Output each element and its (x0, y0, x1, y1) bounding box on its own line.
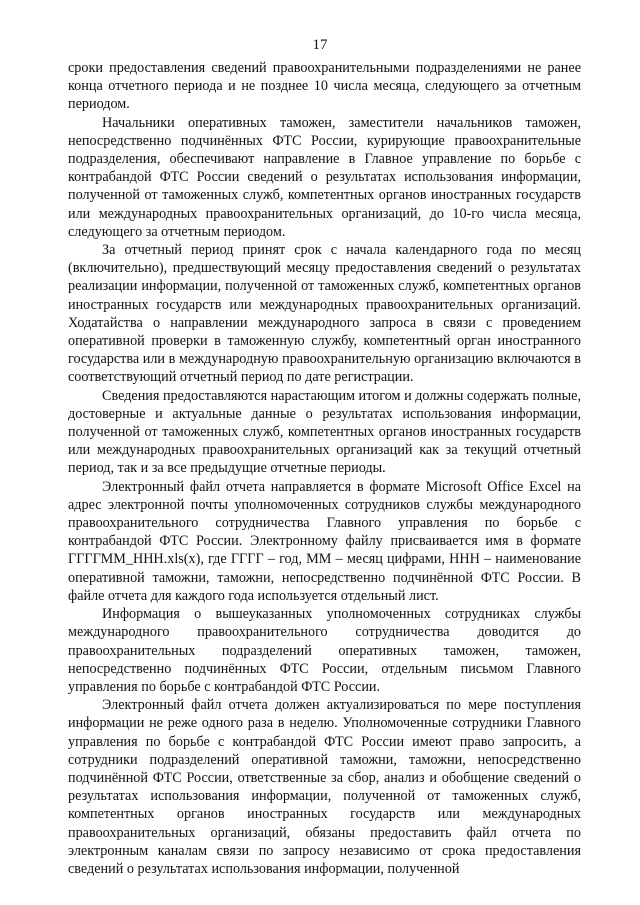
paragraph-4: Сведения предоставляются нарастающим итогом и должны содержать полные, достоверные и актуальные данные о результатах использования информации, полученной от таможенных служб, компетентных органов иностранных государств или международных правоохранительных организаций как за текущий отчетный период, так и за все предыдущие отчетные периоды. (68, 387, 581, 477)
paragraph-2: Начальники оперативных таможен, заместители начальников таможен, непосредственно подчинённых ФТС России, курирующие правоохранительные подразделения, обеспечивают направление в Главное управление по борьбе с контрабандой ФТС России сведений о результатах использования информации, полученной от таможенных служб, компетентных органов иностранных государств или международных правоохранительных организаций, до 10-го числа месяца, следующего за отчетным периодом. (68, 114, 581, 240)
paragraph-3: За отчетный период принят срок с начала календарного года по месяц (включительно), предшествующий месяцу предоставления сведений о результатах реализации информации, полученной от таможенных служб, компетентных органов иностранных государств или международных правоохранительных организаций. Ходатайства о направлении международного запроса в связи с проведением оперативной проверки в таможенную службу, компетентный орган иностранного государства или в международную правоохранительную организацию включаются в соответствующий отчетный период по дате регистрации. (68, 242, 581, 386)
paragraph-7: Электронный файл отчета должен актуализироваться по мере поступления информации не реже одного раза в неделю. Уполномоченные сотрудники Главного управления по борьбе с контрабандой ФТС России имеют право запросить, а сотрудники подразделений оперативной таможни, таможни, непосредственно подчинённой ФТС России, ответственные за сбор, анализ и обобщение сведений о результатах использования информации, полученной от таможенных служб, компетентных органов иностранных государств или международных правоохранительных организаций, обязаны предоставить файл отчета по электронным каналам связи по запросу независимо от срока предоставления сведений о результатах использования информации, полученной (68, 697, 581, 877)
paragraph-5: Электронный файл отчета направляется в формате Microsoft Office Excel на адрес электронной почты уполномоченных сотрудников службы международного правоохранительного сотрудничества Главного управления по борьбе с контрабандой ФТС России. Электронному файлу присваивается имя в формате ГГГГММ_ННН.xls(x), где ГГГГ – год, ММ – месяц цифрами, ННН – наименование оперативной таможни, таможни, непосредственно подчинённой ФТС России. В файле отчета для каждого года используется отдельный лист. (68, 478, 581, 604)
paragraph-1: сроки предоставления сведений правоохранительными подразделениями не ранее конца отчетного периода и не позднее 10 числа месяца, следующего за отчетным периодом. (68, 60, 581, 113)
document-body (68, 59, 581, 878)
page-number: 17 (312, 37, 328, 53)
paragraph-6: Информация о вышеуказанных уполномоченных сотрудниках службы международного правоохранительного сотрудничества доводится до правоохранительных подразделений оперативных таможен, таможен, непосредственно подчинённых ФТС России, отдельным письмом Главного управления по борьбе с контрабандой ФТС России. (68, 606, 581, 695)
